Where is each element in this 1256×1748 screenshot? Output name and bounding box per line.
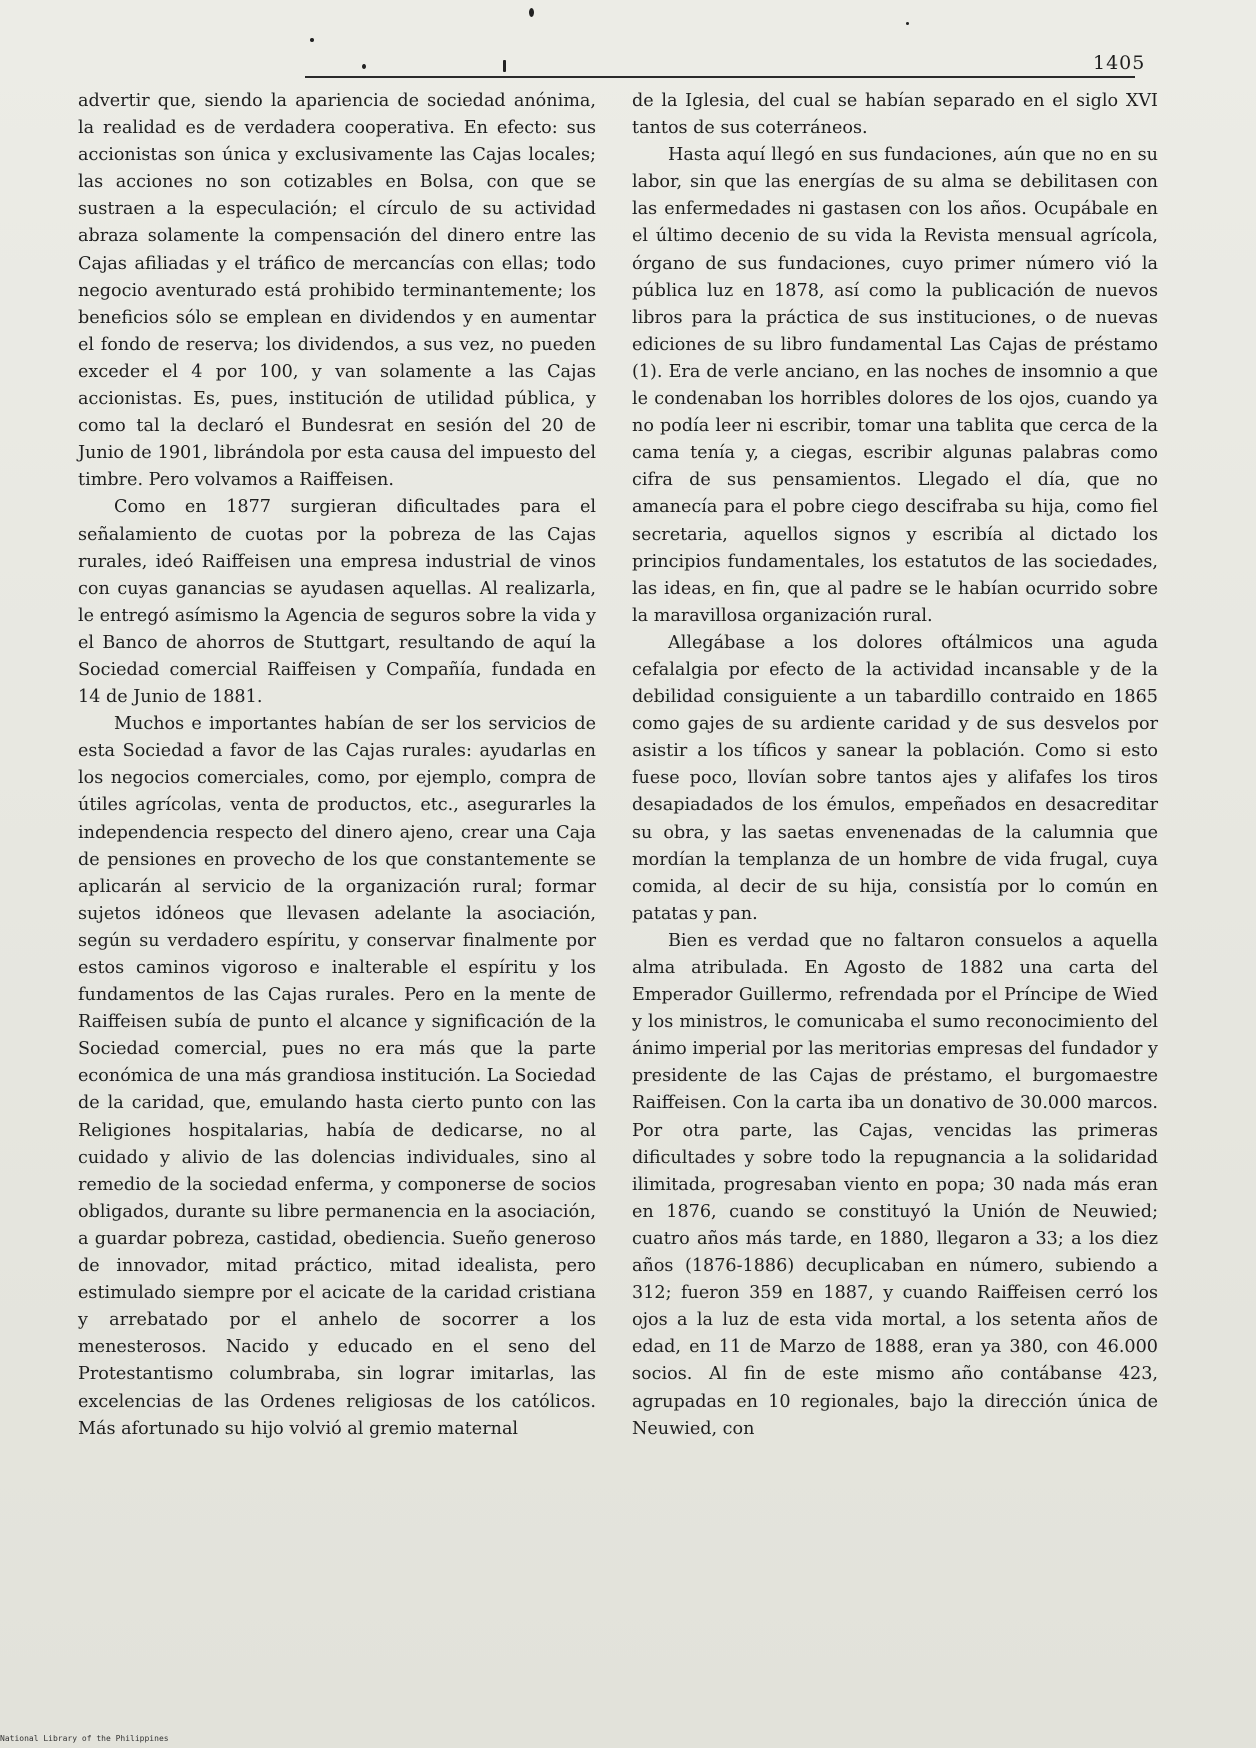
paragraph: Allegábase a los dolores oftálmicos una aguda cefalalgia por efecto de la actividad incansable y de la debilidad consiguiente a un tabardillo contraido en 1865 como gajes de su ardiente caridad y de sus desvelos por asistir a los tíficos y sanear la población. Como si esto fuese poco, llovían sobre tantos ajes y alifafes los tiros desapiadados de los émulos, empeñados en desacreditar su obra, y las saetas envenenadas de la calumnia que mordían la templanza de un hombre de vida frugal, cuya comida, al decir de su hija, consistía por lo común en patatas y pan. [632, 632, 1158, 924]
paragraph: Hasta aquí llegó en sus fundaciones, aún que no en su labor, sin que las energías de su alma se debilitasen con las enfermedades ni gastasen con los años. Ocupábale en el último decenio de su vida la Revista mensual agrícola, órgano de sus fundaciones, cuyo primer número vió la pública luz en 1878, así como la publicación de nuevos libros para la práctica de sus instituciones, o de nuevas ediciones de su libro fundamental Las Cajas de préstamo (1). Era de verle anciano, en las noches de insomnio a que le condenaban los horribles dolores de los ojos, cuando ya no podía leer ni escribir, tomar una tablita que cerca de la cama tenía y, a ciegas, escribir algunas palabras como cifra de sus pensamientos. Llegado el día, que no amanecía para el pobre ciego descifraba su hija, como fiel secretaria, aquellos signos y escribía al dictado los principios fundamentales, los estatutos de las sociedades, las ideas, en fin, que al padre se le habían ocurrido sobre la maravillosa organización rural. [632, 145, 1158, 626]
paragraph: Muchos e importantes habían de ser los servicios de esta Sociedad a favor de las Cajas rurales: ayudarlas en los negocios comerciales, como, por ejemplo, compra de útiles agrícolas, venta de productos, etc., asegurarles la independencia respecto del dinero ajeno, crear una Caja de pensiones en provecho de los que constantemente se aplicarán al servicio de la organización rural; formar sujetos idóneos que llevasen adelante la asociación, según su verdadero espíritu, y conservar finalmente por estos caminos vigoroso e inalterable el espíritu y los fundamentos de las Cajas rurales. Pero en la mente de Raiffeisen subía de punto el alcance y significación de la Sociedad comercial, pues no era más que la parte económica de una más grandiosa institución. La Sociedad de la caridad, que, emulando hasta cierto punto con las Religiones hospitalarias, había de dedicarse, no al cuidado y alivio de las dolencias individuales, sino al remedio de la sociedad enferma, y componerse de socios obligados, durante su libre permanencia en la asociación, a guardar pobreza, castidad, obediencia. Sueño generoso de innovador, mitad práctico, mitad idealista, pero estimulado siempre por el acicate de la caridad cristiana y arrebatado por el anhelo de socorrer a los menesterosos. Nacido y educado en el seno del Protestantismo columbraba, sin lograr imitarlas, las excelencias de las Ordenes religiosas de los católicos. Más afortunado su hijo volvió al gremio maternal [78, 714, 596, 1439]
left-column [78, 88, 596, 1443]
ink-speck [503, 60, 506, 72]
page-number: 1405 [1093, 52, 1146, 74]
ink-speck [906, 22, 909, 25]
ink-speck [362, 64, 366, 69]
ink-speck [529, 8, 534, 17]
paragraph: de la Iglesia, del cual se habían separado en el siglo XVI tantos de sus coterráneos. [632, 91, 1158, 139]
paragraph: advertir que, siendo la apariencia de sociedad anónima, la realidad es de verdadera cooperativa. En efecto: sus accionistas son única y exclusivamente las Cajas locales; las acciones no son cotizables en Bolsa, con que se sustraen a la especulación; el círculo de su actividad abraza solamente la compensación del dinero entre las Cajas afiliadas y el tráfico de mercancías con ellas; todo negocio aventurado está prohibido terminantemente; los beneficios sólo se emplean en dividendos y en aumentar el fondo de reserva; los dividendos, a sus vez, no pueden exceder el 4 por 100, y van solamente a las Cajas accionistas. Es, pues, institución de utilidad pública, y como tal la declaró el Bundesrat en sesión del 20 de Junio de 1901, librándola por esta causa del impuesto del timbre. Pero volvamos a Raiffeisen. [78, 91, 596, 491]
ink-speck [310, 38, 314, 42]
header-rule [305, 76, 1135, 78]
paragraph: Como en 1877 surgieran dificultades para el señalamiento de cuotas por la pobreza de las Cajas rurales, ideó Raiffeisen una empresa industrial de vinos con cuyas ganancias se ayudasen aquellas. Al realizarla, le entregó asímismo la Agencia de seguros sobre la vida y el Banco de ahorros de Stuttgart, resultando de aquí la Sociedad comercial Raiffeisen y Compañía, fundada en 14 de Junio de 1881. [78, 497, 596, 708]
paragraph: Bien es verdad que no faltaron consuelos a aquella alma atribulada. En Agosto de 1882 una carta del Emperador Guillermo, refrendada por el Príncipe de Wied y los ministros, le comunicaba el sumo reconocimiento del ánimo imperial por las meritorias empresas del fundador y presidente de las Cajas de préstamo, el burgomaestre Raiffeisen. Con la carta iba un donativo de 30.000 marcos. Por otra parte, las Cajas, vencidas las primeras dificultades y sobre todo la repugnancia a la solidaridad ilimitada, progresaban viento en popa; 30 nada más eran en 1876, cuando se constituyó la Unión de Neuwied; cuatro años más tarde, en 1880, llegaron a 33; a los diez años (1876-1886) decuplicaban en número, subiendo a 312; fueron 359 en 1887, y cuando Raiffeisen cerró los ojos a la luz de esta vida mortal, a los setenta años de edad, en 11 de Marzo de 1888, eran ya 380, con 46.000 socios. Al fin de este mismo año contábanse 423, agrupadas en 10 regionales, bajo la dirección única de Neuwied, con [632, 930, 1158, 1439]
right-column [632, 88, 1158, 1443]
library-footer: National Library of the Philippines [0, 1734, 169, 1743]
